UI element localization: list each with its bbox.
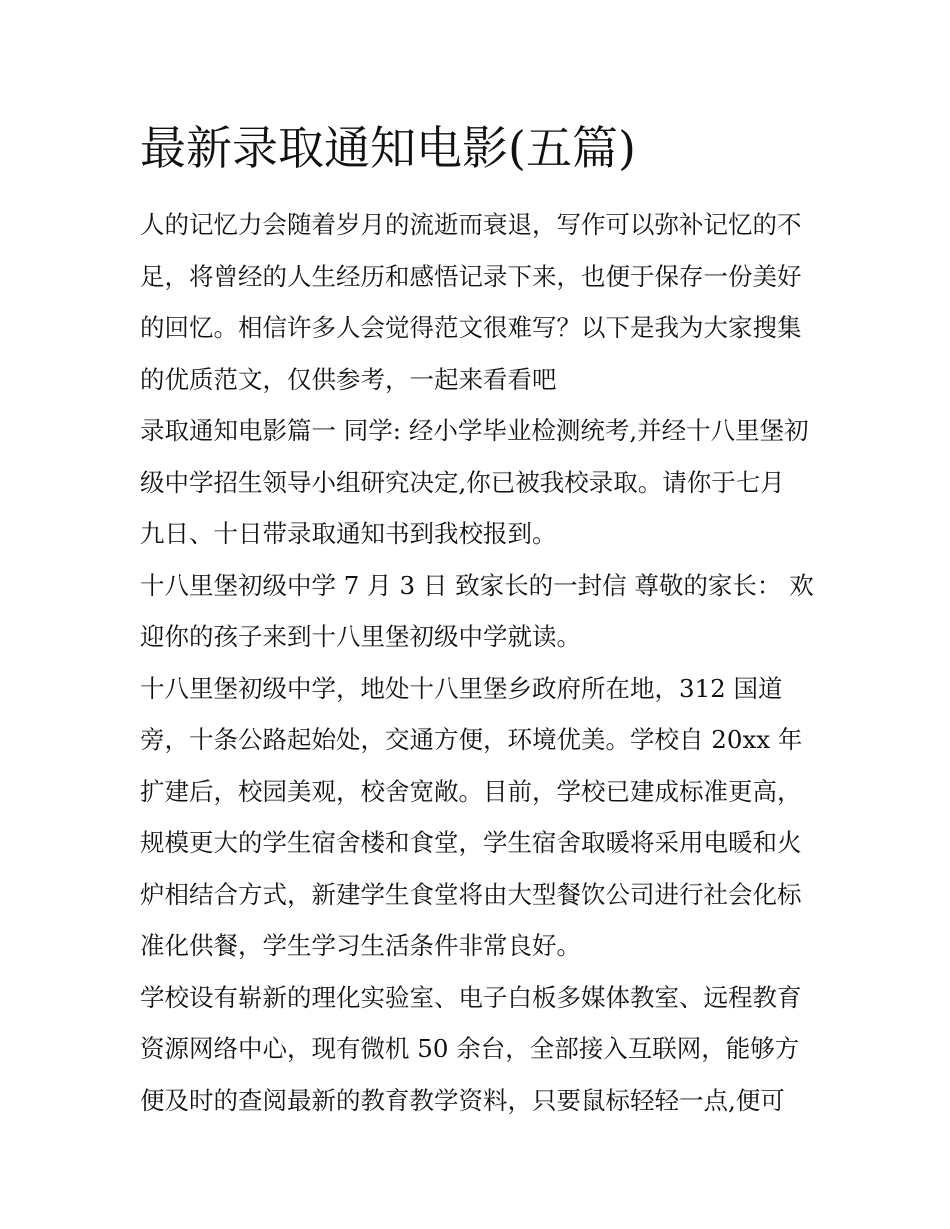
text-line: 的回忆。相信许多人会觉得范文很难写？以下是我为大家搜集 bbox=[140, 313, 802, 342]
text-line: 学校设有崭新的理化实验室、电子白板多媒体教室、远程教育 bbox=[140, 982, 802, 1012]
text-line: 足，将曾经的人生经历和感悟记录下来，也便于保存一份美好 bbox=[140, 261, 802, 291]
document-body bbox=[140, 199, 816, 1126]
text-line: 便及时的查阅最新的教育教学资料，只要鼠标轻轻一点,便可 bbox=[140, 1085, 785, 1115]
text-line: 十八里堡初级中学，地处十八里堡乡政府所在地，312 国道 bbox=[140, 673, 783, 703]
document-title: 最新录取通知电影(五篇) bbox=[140, 121, 636, 175]
text-line: 准化供餐，学生学习生活条件非常良好。 bbox=[140, 931, 581, 960]
text-line: 十八里堡初级中学 7 月 3 日 致家长的一封信 尊敬的家长： 欢 bbox=[140, 570, 814, 600]
paragraph-admission-notice bbox=[140, 405, 816, 560]
paragraph-intro bbox=[140, 199, 816, 405]
text-line: 规模更大的学生宿舍楼和食堂，学生宿舍取暖将采用电暖和火 bbox=[140, 828, 802, 857]
text-line: 旁，十条公路起始处，交通方便，环境优美。学校自 20xx 年 bbox=[140, 725, 803, 754]
text-line: 九日、十日带录取通知书到我校报到。 bbox=[140, 519, 557, 548]
text-line: 资源网络中心，现有微机 50 余台，全部接入互联网，能够方 bbox=[140, 1034, 800, 1063]
text-line: 级中学招生领导小组研究决定,你已被我校录取。请你于七月 bbox=[140, 467, 785, 497]
text-line: 迎你的孩子来到十八里堡初级中学就读。 bbox=[140, 622, 581, 651]
paragraph-school-facilities bbox=[140, 972, 816, 1127]
text-line: 扩建后，校园美观，校舍宽敞。目前，学校已建成标准更高， bbox=[140, 776, 802, 806]
text-line: 炉相结合方式，新建学生食堂将由大型餐饮公司进行社会化标 bbox=[140, 879, 802, 909]
paragraph-letter-to-parents bbox=[140, 560, 816, 663]
text-line: 的优质范文，仅供参考，一起来看看吧 bbox=[140, 364, 557, 394]
text-line: 人的记忆力会随着岁月的流逝而衰退，写作可以弥补记忆的不 bbox=[140, 210, 802, 239]
paragraph-school-location bbox=[140, 663, 816, 972]
text-line: 录取通知电影篇一 同学: 经小学毕业检测统考,并经十八里堡初 bbox=[140, 416, 809, 445]
